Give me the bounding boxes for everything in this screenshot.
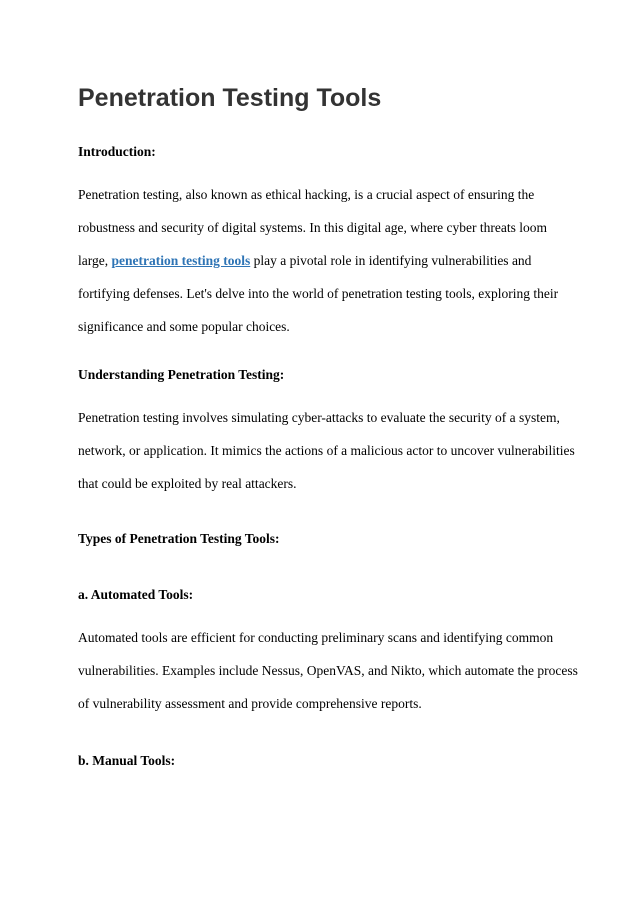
automated-line-2: vulnerabilities. Examples include Nessus, OpenVAS, and Nikto, which automate the process [78, 663, 578, 678]
understanding-heading: Understanding Penetration Testing: [78, 367, 285, 382]
automated-tools-heading: a. Automated Tools: [78, 587, 194, 602]
intro-line-3 [78, 244, 568, 277]
understanding-line-1: Penetration testing involves simulating cyber-attacks to evaluate the security of a system, [78, 410, 560, 425]
intro-line-5: significance and some popular choices. [78, 319, 290, 334]
automated-line-3: of vulnerability assessment and provide comprehensive reports. [78, 696, 422, 711]
automated-line-1: Automated tools are efficient for conducting preliminary scans and identifying common [78, 630, 554, 645]
intro-line-1: Penetration testing, also known as ethical hacking, is a crucial aspect of ensuring the [78, 187, 535, 202]
page-title: Penetration Testing Tools [78, 84, 382, 112]
automated-tools-paragraph [78, 621, 578, 720]
intro-line-3-start: large, [78, 253, 112, 268]
understanding-paragraph [78, 401, 575, 500]
intro-heading: Introduction: [78, 144, 156, 159]
penetration-testing-tools-link[interactable]: penetration testing tools [111, 253, 251, 268]
intro-line-2: robustness and security of digital systems. In this digital age, where cyber threats loom [78, 220, 548, 235]
intro-paragraph [78, 178, 568, 343]
types-heading: Types of Penetration Testing Tools: [78, 531, 280, 546]
understanding-line-2: network, or application. It mimics the actions of a malicious actor to uncover vulnerabilities [78, 443, 575, 458]
intro-line-4: fortifying defenses. Let's delve into the world of penetration testing tools, exploring their [78, 286, 559, 301]
intro-line-3-end: play a pivotal role in identifying vulnerabilities and [250, 253, 532, 268]
understanding-line-3: that could be exploited by real attackers. [78, 476, 297, 491]
manual-tools-heading: b. Manual Tools: [78, 753, 176, 768]
